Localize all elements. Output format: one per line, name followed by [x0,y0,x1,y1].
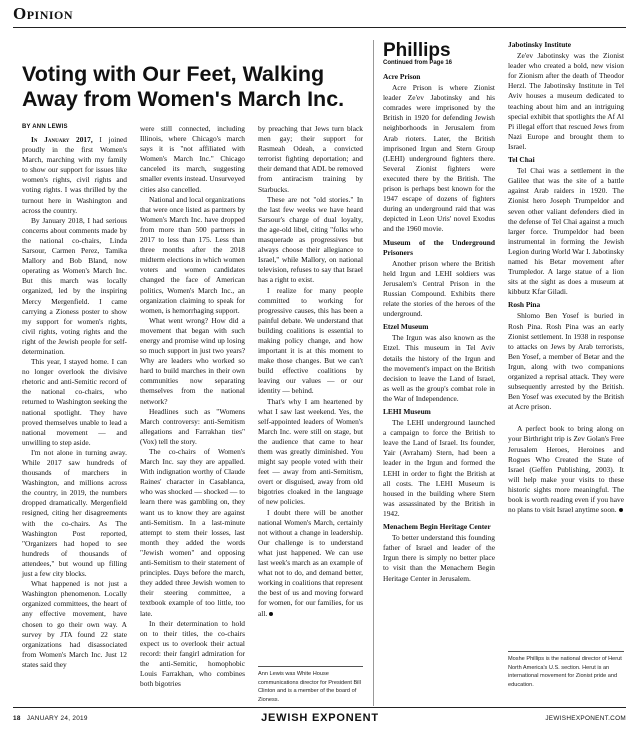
column-divider [373,40,374,706]
paragraph [22,216,127,357]
end-mark-icon [619,508,623,512]
paragraph [22,135,127,216]
masthead: JEWISH EXPONENT [261,712,379,724]
paragraph [508,424,624,515]
paragraph-text: I joined proudly in the first Women's March, marching with my family to show our support for issues like women's rights, civil rights and voting rights. I was thrilled by the turnout here in Washington and across the country. [22,135,127,215]
paragraph [383,418,495,519]
paragraph [140,447,245,619]
paragraph-text: In their determination to hold on to their titles, the co-chairs expect us to overlook their actual record: their fangirl admiration for the anti-Semitic, homophobic Louis Farrakhan, who combines both bigotries [140,618,245,689]
sidebar-column-1 [383,72,495,584]
subhead: Tel Chai [508,155,535,165]
article-headline: Voting with Our Feet, Walking Away from Women's March Inc. [22,62,345,111]
paragraph-text: Tel Chai was a settlement in the Galilee that was the site of a battle against Arab raiders in 1920. The Zionist hero Joseph Trumpeldor and seven other valiant defenders died in the defense of Tel Chai against a much larger force. Trumpeldor had been instrumental in forming the Jewish Legion during World War I. Jabotinsky named his Betar movement after Trumpledor. A large statue of a lion sits at the sight as does a museum at kibbutz Kfar Giladi. [508,166,624,297]
sidebar-title: Phillips [383,40,451,61]
paragraph-text: were still connected, including Illinois, where Chicago's march says it is "not affiliated with Women's March Inc." Chicago canceled its march, suggesting smaller events instead. Unsurveyed cities also cancelled. [140,124,245,194]
paragraph [22,579,127,670]
footer-rule [13,707,626,708]
section-label: Opinion [13,4,74,23]
website: JEWISHEXPONENT.COM [545,715,626,722]
paragraph [383,533,495,583]
article-column-2 [140,124,245,689]
paragraph [383,333,495,404]
paragraph-text: Acre Prison is where Zionist leader Ze'ev Jabotinsky and his comrades were imprisoned by the British in 1920 for defending Jewish neighborhoods in Jerusalem from Arab rioters. Later, the British imprisoned Irgun and Stern Group (LEHI) underground fighters there. Several Zionist fighters were executed there by the British. The prison is perhaps best known for the 1947 escape of dozens of fighters during an underground raid that was depicted in Leon Uris' novel Exodus and the 1960 movie. [383,83,495,234]
paragraph-text: What went wrong? How did a movement that began with such energy and promise wind up losing so much support in just two years? Why are leaders who worked so hard to build marches in their own communities now separating themselves from the national network? [140,315,245,406]
paragraph-text: These are not "old stories." In the last few weeks we have heard Sarsour's charge of dual loyalty, the age-old libel, citing "folks who masquerade as progressives but always choose their allegiance to Israel," while Mallory, on national television, refuses to say that Israel has a right to exist. [258,194,363,285]
paragraph-text: This year, I stayed home. I can no longer overlook the divisive rhetoric and anti-Semitic record of the national co-chairs, who returned to Washington seeking the national spotlight. They have proved themselves unable to lead a national movement — and unwilling to step aside. [22,357,127,447]
article-column-3 [258,124,363,619]
byline: BY ANN LEWIS [22,124,68,130]
paragraph-text: That's why I am heartened by what I saw last weekend. Yes, the self-appointed leaders of Women's March Inc. were still on stage, but the audience that came to hear them was greatly diminished. You might say people voted with their feet — away from anti-Semitism, overt or disguised, away from old bigotries cloaked in the language of new policies. [258,396,363,507]
end-mark-icon [269,612,273,616]
paragraph-text: By January 2018, I had serious concerns about comments made by the national co-chairs, Linda Sarsour, Carmen Perez, Tamika Mallory and Bob Bland, now operating as Women's March Inc. But this march was locally organized, led by the inspiring Mercy Mergenfield. I came carrying a Zioness poster to show my support for women's rights, civil rights, voting rights and the right of the Jewish people for self-determination. [22,215,127,356]
article-author-bio: Ann Lewis was White House communications director for President Bill Clinton and is a member of the board of Zioness. [258,671,361,703]
paragraph [508,311,624,412]
sidebar-bio-rule [508,651,624,652]
sidebar-author-bio: Moshe Phillips is the national director of Herut North America's U.S. section. Herut is an international movement for Zionist pride and education. [508,656,622,688]
paragraph-text: To better understand this founding father of Israel and leader of the Irgun there is simply no better place to visit than the Menachem Begin Heritage Center in Jerusalem. [383,533,495,583]
paragraph-text: National and local organizations that were once listed as partners by Women's March Inc. have dropped from more than 500 partners in 2017 to less than 175. Less than three months after the 2018 midterm elections in which women voters and women candidates changed the face of American politics, Women's March Inc., an organization claiming to speak for women, is hemorrhaging support. [140,194,245,315]
sidebar-column-2 [508,40,624,515]
lead-in: In January 2017, [31,135,93,144]
paragraph-text: Another prison where the British held Irgun and LEHI soldiers was Jerusalem's Central Prison in the Russian Compound. Exhibits there relate the stories of the heroes of the underground. [383,258,495,319]
article-bio-rule [258,666,363,667]
paragraph [258,397,363,508]
subhead: Acre Prison [383,72,421,81]
paragraph [258,195,363,286]
paragraph-text: Ze'ev Jabotinsky was the Zionist leader who created a bold, new vision for Zionism after the death of Theodor Herzl. The Jabotinsky Institute in Tel Aviv houses a museum dedicated to teaching about him and an intriguing special exhibit that spotlights the Af Al Pi illegal effort that rescued Jews from Nazi Europe and brought them to Israel. [508,51,624,151]
article-column-1 [22,135,127,670]
paragraph-text: The Irgun was also known as the Etzel. This museum in Tel Aviv details the history of the Irgun and the movement's impact on the British decision to leave the Land of Israel, as well as the group's combat role in the War of Independence. [383,333,495,403]
paragraph [258,124,363,195]
paragraph [383,83,495,234]
paragraph-text: I doubt there will be another national Women's March, certainly not without a change in leadership. Our challenge is to understand what just happened. We can use last week's march as an example of what not to do, and demand better, working in coalitions that represent the best of us and moving forward for women, for our families, for us all. [258,507,363,618]
paragraph [22,448,127,579]
paragraph-text: What happened is not just a Washington phenomenon. Locally organized committees, the heart of any effective movement, have chosen to go their own way. A survey by JTA found 22 state organizations had disassociated from Women's March Inc. Just 12 states said they [22,579,127,669]
header-rule [13,27,626,28]
paragraph [258,286,363,397]
subhead: Jabotinsky Institute [508,40,572,49]
paragraph-text: The co-chairs of Women's March Inc. say they are appalled. With indignation worthy of Claude Raines' character in Casablanca, who was shocked — shocked — to learn there was gambling on, they want us to know they are against anti-Semitism. In a last-minute attempt to stem their losses, last month they added the words "Jewish women" and opposing anti-Semitism to their statement of principles. Days before the march, they added three Jewish women to their steering committee, a textbook example of too little, too late. [140,447,245,618]
paragraph [140,407,245,447]
paragraph [140,124,245,195]
subhead: Menachem Begin Heritage Center [383,522,491,532]
paragraph [140,316,245,407]
subhead: Etzel Museum [383,322,429,332]
page-number: 18 [13,715,21,722]
paragraph [258,508,363,619]
continued-from: Continued from Page 16 [383,60,453,66]
paragraph-text: I realize for many people committed to working for progressive causes, this has been a painful debate. We understand that building coalitions is essential to making policy change, and how important it is at this moment to make those changes. But we can't build effective coalitions by leaving our values — or our identity — behind. [258,285,363,396]
paragraph [508,166,624,297]
paragraph [140,195,245,316]
paragraph-text: by preaching that Jews turn black men gay; their support for Rasmeah Odeah, a convicted terrorist fighting deportation; and their demand that ADL be removed from antiracism training by Starbucks. [258,124,363,194]
paragraph [140,619,245,690]
subhead: Museum of the Underground Prisoners [383,237,495,257]
paragraph [22,357,127,448]
paragraph-text: Shlomo Ben Yosef is buried in Rosh Pina. Rosh Pina was an early Zionist settlement. In 1938 in response to attacks on Jews by Arab terrorists, Ben Yosef, a member of Betar and the Irgun, along with two companions organized a reprisal attack. They were subsequently arrested by the British. Ben Yosef was executed by the British at Acre prison. [508,311,624,412]
folio [13,715,88,722]
paragraph-text: The LEHI underground launched a campaign to force the British to leave the Land of Israel. Its founder, Yair (Avraham) Stern, had been a leader in the Irgun and formed the LEHI in order to fight the British at all costs. The LEHI Museum is housed in the building where Stern was assassinated by the British in 1942. [383,418,495,518]
subhead: LEHI Museum [383,407,431,416]
subhead: Rosh Pina [508,300,541,310]
issue-date: JANUARY 24, 2019 [26,715,88,722]
paragraph-text: A perfect book to bring along on your Birthright trip is Zev Golan's Free Jerusalem Heroes, Heroines and Rogues Who Created the State of Israel (Geffen Publishing, 2003). It will help make your visits to these historic sights more meaningful. The book is worth reading even if you have no plans to visit Israel anytime soon. [508,424,624,515]
paragraph [383,259,495,320]
paragraph [508,51,624,152]
paragraph-text: Headlines such as "Womens March controversy: anti-Semitism allegations and Farrakhan ties" (Vox) tell the story. [140,406,245,446]
paragraph-text: I'm not alone in turning away. While 2017 saw hundreds of thousands of marchers in Washington, and millions across the country, in 2019, the numbers dropped dramatically. Mergenfield resigned, citing her disagreements with the co-chairs. As The Washington Post reported, "Organizers had hoped to see hundreds of thousands of attendees," but wound up filling just a few city blocks. [22,447,127,579]
